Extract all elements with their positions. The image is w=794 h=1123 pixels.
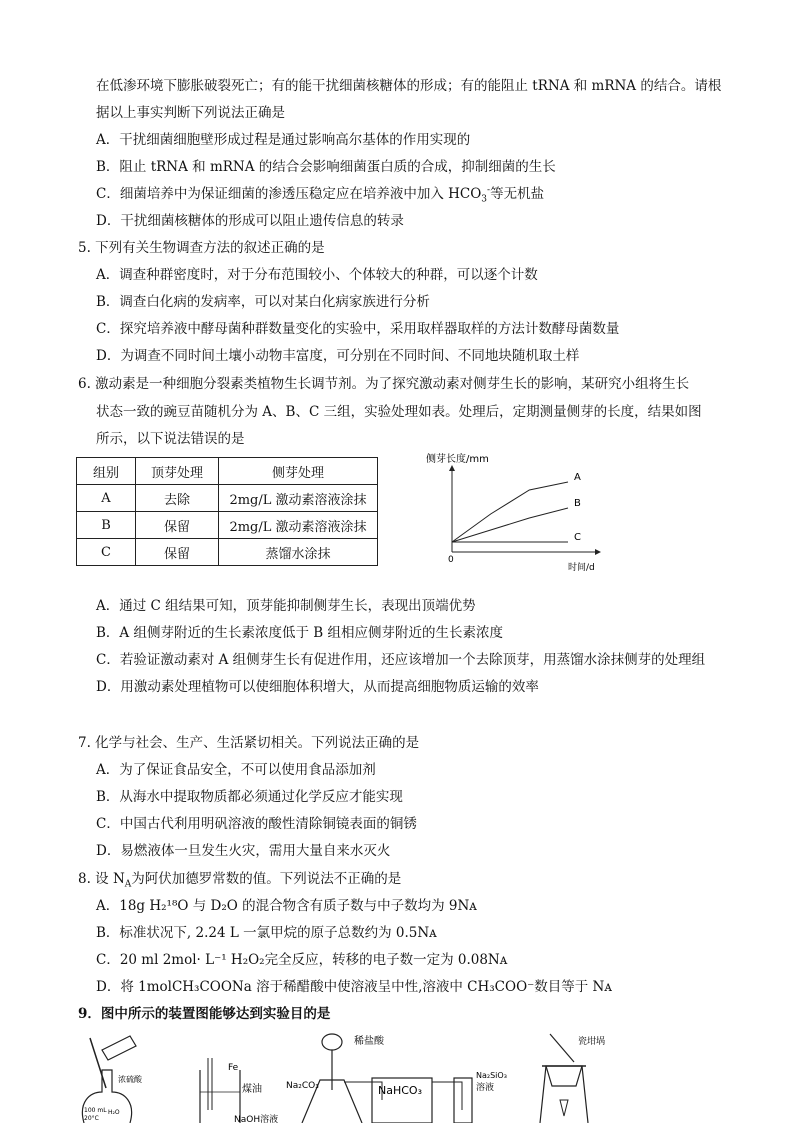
q6-stem-line-3: 所示，以下说法错误的是 <box>96 431 245 447</box>
svg-text:瓷坩埚: 瓷坩埚 <box>578 1037 606 1047</box>
table-header-row <box>77 458 378 485</box>
table-cell: B <box>77 512 136 539</box>
table-header-cell: 组别 <box>77 458 136 485</box>
q4-option-c: C．细菌培养中为保证细菌的渗透压稳定应在培养液中加入 $HCO_3^-$等无机盐 <box>96 185 545 205</box>
chart-origin-label: 0 <box>448 555 454 565</box>
table-row <box>77 485 378 512</box>
q4-continuation-line-1: 在低渗环境下膨胀破裂死亡；有的能干扰细菌核糖体的形成；有的能阻止 tRNA 和 mRNA 的结合。请根 <box>96 78 722 94</box>
table-cell: A <box>77 485 136 512</box>
table-cell: 蒸馏水涂抹 <box>219 539 378 566</box>
series-label-a: A <box>574 472 581 483</box>
svg-text:Na₂SiO₃: Na₂SiO₃ <box>476 1071 507 1080</box>
lateral-bud-growth-chart <box>418 448 608 578</box>
svg-text:H₂O: H₂O <box>108 1109 120 1116</box>
table-cell: 2mg/L 激动素溶液涂抹 <box>219 485 378 512</box>
q5-option-d: D．为调查不同时间土壤小动物丰富度，可分别在不同时间、不同地块随机取土样 <box>96 348 580 364</box>
q5-option-a: A．调查种群密度时，对于分布范围较小、个体较大的种群，可以逐个计数 <box>96 267 538 283</box>
svg-text:浓硫酸: 浓硫酸 <box>118 1075 142 1084</box>
apparatus-figure-acidity-comparison <box>282 1030 532 1123</box>
q4-option-b: B．阻止 tRNA 和 mRNA 的结合会影响细菌蛋白质的合成，抑制细菌的生长 <box>96 159 556 175</box>
q6-option-d: D．用激动素处理植物可以使细胞体积增大，从而提高细胞物质运输的效率 <box>96 679 539 695</box>
table-header-cell: 顶芽处理 <box>136 458 219 485</box>
q7-option-a: A．为了保证食品安全，不可以使用食品添加剂 <box>96 762 376 778</box>
svg-text:Fe: Fe <box>228 1063 239 1073</box>
table-row <box>77 539 378 566</box>
series-label-b: B <box>574 498 581 509</box>
chart-y-axis-label: 侧芽长度/mm <box>426 454 489 465</box>
table-header-cell: 侧芽处理 <box>219 458 378 485</box>
table-cell: 2mg/L 激动素溶液涂抹 <box>219 512 378 539</box>
q6-treatment-table <box>76 457 378 566</box>
q5-option-b: B．调查白化病的发病率，可以对某白化病家族进行分析 <box>96 294 430 310</box>
q7-option-d: D．易燃液体一旦发生火灾，需用大量自来水灭火 <box>96 843 391 859</box>
svg-text:稀盐酸: 稀盐酸 <box>354 1036 384 1047</box>
q4-continuation-line-2: 据以上事实判断下列说法正确是 <box>96 105 285 121</box>
apparatus-figure-crucible <box>532 1030 622 1123</box>
svg-text:NaHCO₃: NaHCO₃ <box>378 1084 422 1097</box>
svg-text:溶液: 溶液 <box>476 1083 495 1093</box>
series-line-b <box>452 508 568 542</box>
series-label-c: C <box>574 532 581 543</box>
svg-text:NaOH溶液: NaOH溶液 <box>234 1115 279 1123</box>
svg-text:煤油: 煤油 <box>242 1084 262 1095</box>
table-cell: 保留 <box>136 539 219 566</box>
q7-option-c: C．中国古代利用明矾溶液的酸性清除铜镜表面的铜锈 <box>96 816 417 832</box>
svg-text:Na₂CO₃: Na₂CO₃ <box>286 1081 319 1091</box>
table-cell: 保留 <box>136 512 219 539</box>
q9-stem: 9．图中所示的装置图能够达到实验目的是 <box>78 1006 331 1022</box>
q8-option-a: A．18g H₂¹⁸O 与 D₂O 的混合物含有质子数与中子数均为 9Nᴀ <box>96 898 477 914</box>
q6-stem-line-2: 状态一致的豌豆苗随机分为 A、B、C 三组，实验处理如表。处理后，定期测量侧芽的长度，结果如图 <box>96 404 702 420</box>
q6-option-a: A．通过 C 组结果可知，顶芽能抑制侧芽生长，表现出顶端优势 <box>96 598 476 614</box>
table-cell: 去除 <box>136 485 219 512</box>
table-row <box>77 512 378 539</box>
q4-option-a: A．干扰细菌细胞壁形成过程是通过影响高尔基体的作用实现的 <box>96 132 471 148</box>
q7-stem: 7. 化学与社会、生产、生活紧切相关。下列说法正确的是 <box>78 735 420 751</box>
q8-option-b: B．标准状况下, 2.24 L 一氯甲烷的原子总数约为 0.5Nᴀ <box>96 925 437 941</box>
q6-option-b: B．A 组侧芽附近的生长素浓度低于 B 组相应侧芽附近的生长素浓度 <box>96 625 503 641</box>
q6-option-c: C．若验证激动素对 A 组侧芽生长有促进作用，还应该增加一个去除顶芽，用蒸馏水涂抹侧芽的处理组 <box>96 652 706 668</box>
q5-option-c: C．探究培养液中酵母菌种群数量变化的实验中，采用取样器取样的方法计数酵母菌数量 <box>96 321 620 337</box>
chart-x-axis-label: 时间/d <box>568 563 595 573</box>
q8-option-c: C．20 ml 2mol· L⁻¹ H₂O₂完全反应，转移的电子数一定为 0.08Nᴀ <box>96 952 508 968</box>
q8-stem: 8. 设 $N_A$为阿伏加德罗常数的值。下列说法不正确的是 <box>78 871 402 890</box>
q4-option-d: D．干扰细菌核糖体的形成可以阻止遗传信息的转录 <box>96 213 404 229</box>
q6-stem-line-1: 6. 激动素是一种细胞分裂素类植物生长调节剂。为了探究激动素对侧芽生长的影响，某研究小组将生长 <box>78 376 690 392</box>
apparatus-figure-iron-hydroxide <box>190 1030 290 1123</box>
table-cell: C <box>77 539 136 566</box>
q7-option-b: B．从海水中提取物质都必须通过化学反应才能实现 <box>96 789 403 805</box>
svg-text:20°C: 20°C <box>84 1115 99 1122</box>
apparatus-figure-dilution <box>76 1030 172 1123</box>
svg-text:100 mL: 100 mL <box>84 1107 107 1114</box>
q5-stem: 5. 下列有关生物调查方法的叙述正确的是 <box>78 240 325 256</box>
q8-option-d: D．将 1molCH₃COONa 溶于稀醋酸中使溶液呈中性,溶液中 CH₃COO⁻数目等于 Nᴀ <box>96 979 612 995</box>
